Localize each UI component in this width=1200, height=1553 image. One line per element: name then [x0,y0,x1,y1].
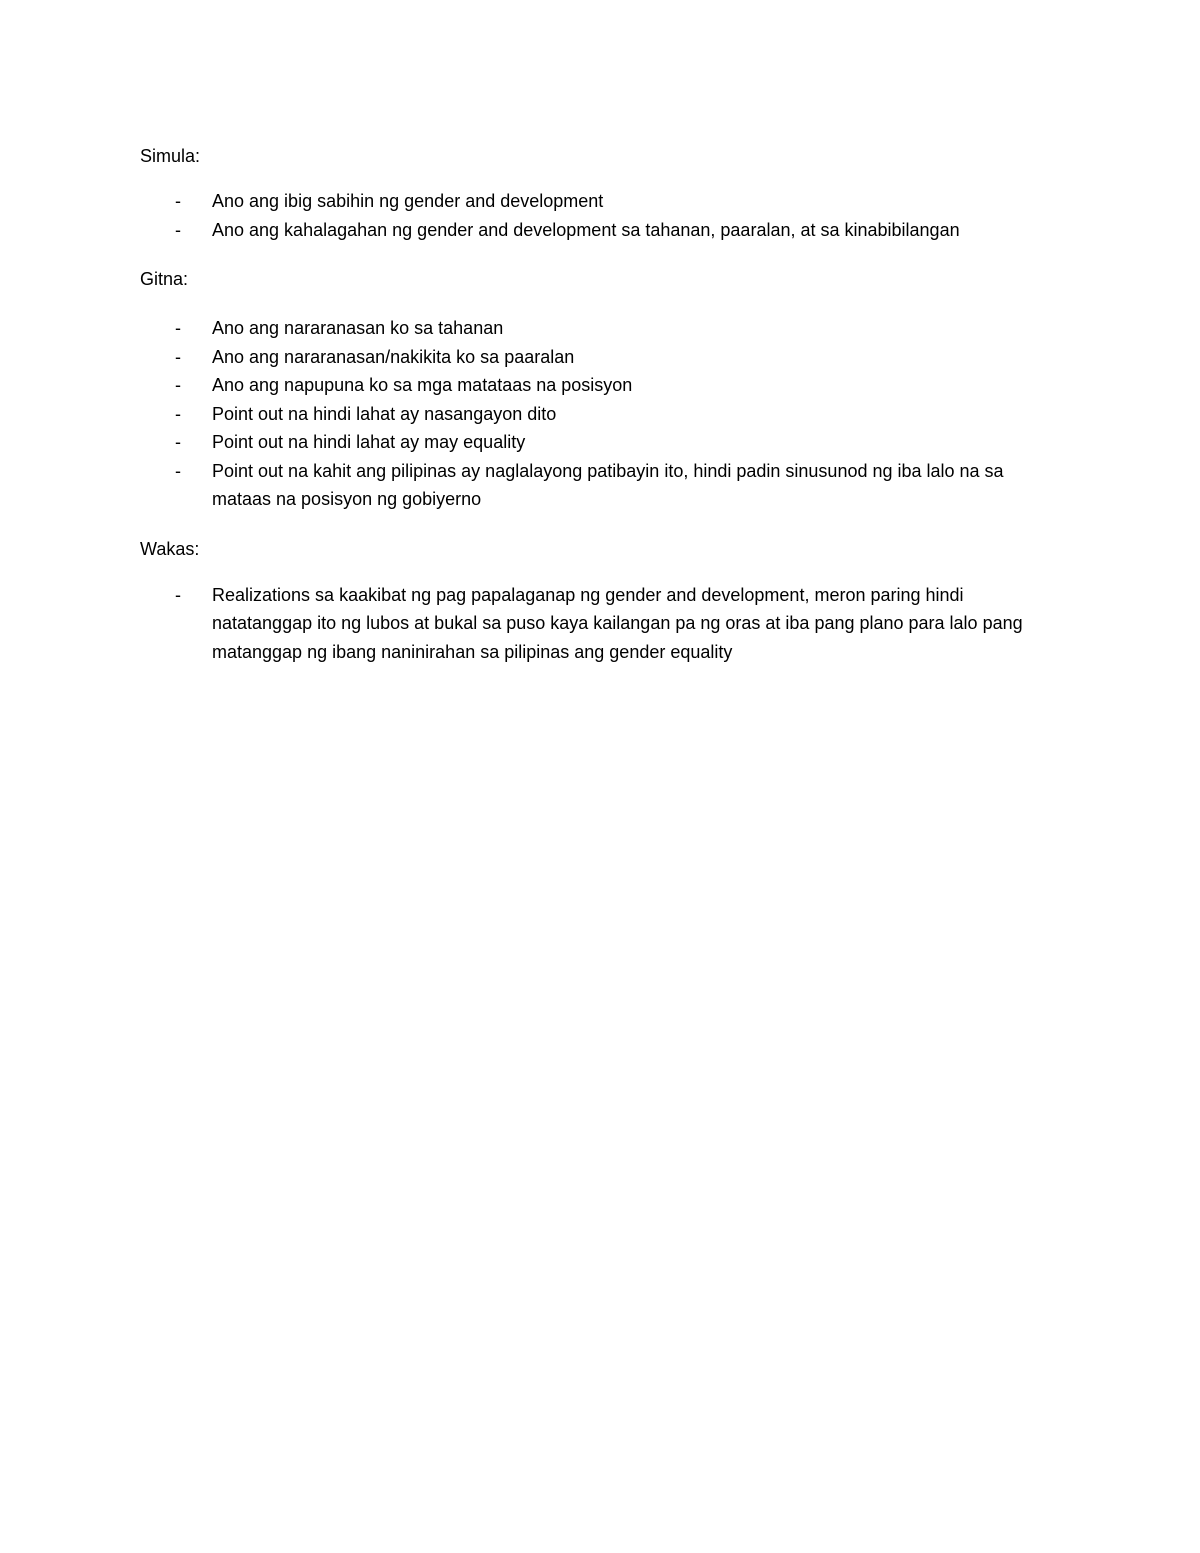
section-heading-wakas: Wakas: [140,538,200,559]
section-heading-gitna: Gitna: [140,269,189,289]
list-item [140,343,1060,372]
list-item [140,428,1060,457]
list-item [140,457,1060,514]
list-item [140,187,1060,216]
bullet-dash: - [175,318,181,338]
bullet-dash: - [175,375,181,395]
section-heading-simula: Simula: [140,146,201,166]
bullet-dash: - [175,191,181,211]
document-body [140,142,1060,666]
list-item-text: Point out na hindi lahat ay nasangayon dito [212,403,557,424]
list-item-text: Point out na hindi lahat ay may equality [212,432,526,452]
list-item-text: Ano ang nararanasan/nakikita ko sa paaralan [212,346,575,367]
list-item-text: Ano ang nararanasan ko sa tahanan [212,318,504,338]
list-item-text: Ano ang ibig sabihin ng gender and development [212,191,604,211]
list-item-text: Ano ang kahalagahan ng gender and development sa tahanan, paaralan, at sa kinabibilangan [212,219,960,240]
bullet-dash: - [175,403,181,424]
bullet-dash: - [175,432,181,452]
list-item [140,314,1060,343]
bullet-dash: - [175,584,181,605]
bullet-dash: - [175,346,181,367]
bullet-dash: - [175,460,181,481]
list-item [140,371,1060,400]
list-item [140,581,1060,667]
list-item [140,216,1060,245]
bullet-dash: - [175,219,181,240]
section-list-simula [140,187,1060,244]
section-list-gitna [140,314,1060,514]
list-item-text: Ano ang napupuna ko sa mga matataas na posisyon [212,375,633,395]
list-item-text: Point out na kahit ang pilipinas ay naglalayong patibayin ito, hindi padin sinusunod ng iba lalo na sa mataas na posisyon ng gobiyerno [212,460,1004,509]
list-item [140,400,1060,429]
list-item-text: Realizations sa kaakibat ng pag papalaganap ng gender and development, meron paring hindi natatanggap ito ng lubos at bukal sa puso kaya kailangan pa ng oras at iba pang plano para lalo pang matanggap ng ibang naninirahan sa pilipinas ang gender equality [212,584,1023,662]
section-list-wakas [140,581,1060,667]
